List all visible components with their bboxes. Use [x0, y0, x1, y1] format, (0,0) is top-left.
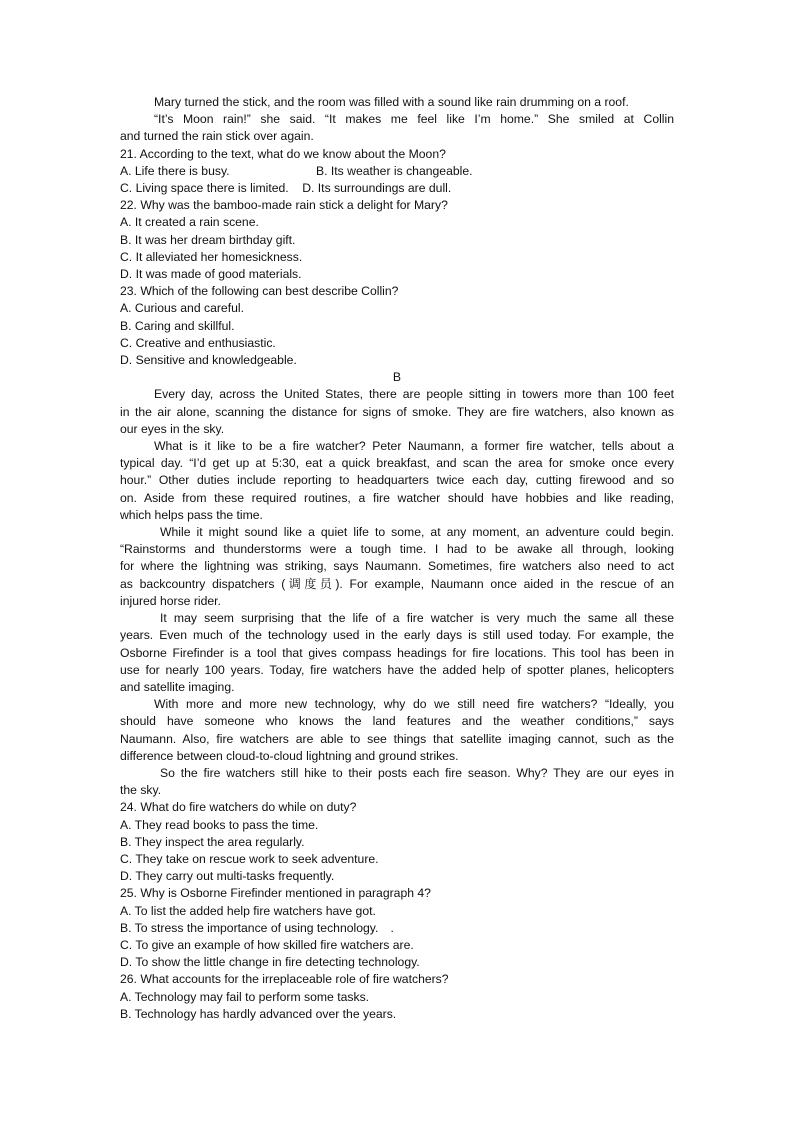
- story-line: and turned the rain stick over again.: [120, 129, 314, 144]
- paragraph-2-line: which helps pass the time.: [120, 507, 263, 522]
- option-c: C. To give an example of how skilled fire watchers are.: [120, 937, 414, 952]
- question-21-options-row2: [120, 180, 674, 197]
- paragraph-4-line: years. Even much of the technology used in the early days is still used today. For example, the: [120, 628, 674, 643]
- question-21-options-row1: [120, 163, 674, 180]
- option-b: B. Its weather is changeable.: [316, 163, 473, 178]
- paragraph-3-line: injured horse rider.: [120, 593, 221, 608]
- option-c: C. They take on rescue work to seek adventure.: [120, 851, 379, 866]
- option-b: B. Technology has hardly advanced over the years.: [120, 1006, 397, 1021]
- story-line: Mary turned the stick, and the room was filled with a sound like rain drumming on a roof.: [154, 95, 629, 109]
- question-25-stem: 25. Why is Osborne Firefinder mentioned in paragraph 4?: [120, 886, 431, 901]
- question-21-stem: 21. According to the text, what do we know about the Moon?: [120, 146, 446, 161]
- option-d: D. Its surroundings are dull.: [302, 181, 452, 196]
- paragraph-5-line: Naumann. Also, fire watchers are able to see things that satellite imaging cannot, such as the: [120, 731, 674, 746]
- paragraph-4-line: Osborne Firefinder is a tool that gives compass headings for fire locations. This tool has been in: [120, 645, 674, 660]
- paragraph-2-line: What is it like to be a fire watcher? Peter Naumann, a former fire watcher, tells about a: [154, 439, 674, 454]
- option-c: C. It alleviated her homesickness.: [120, 249, 303, 264]
- paragraph-3-line: While it might sound like a quiet life to some, at any moment, an adventure could begin.: [160, 525, 674, 540]
- option-c: C. Living space there is limited.: [120, 181, 289, 196]
- paragraph-4-line: and satellite imaging.: [120, 679, 235, 694]
- option-d: D. Sensitive and knowledgeable.: [120, 353, 297, 368]
- paragraph-6-line: So the fire watchers still hike to their posts each fire season. Why? They are our eyes in: [160, 765, 674, 780]
- question-23-stem: 23. Which of the following can best describe Collin?: [120, 284, 399, 299]
- option-d: D. They carry out multi-tasks frequently.: [120, 869, 335, 884]
- option-b: B. They inspect the area regularly.: [120, 834, 305, 849]
- question-22-stem: 22. Why was the bamboo-made rain stick a delight for Mary?: [120, 198, 448, 213]
- paragraph-5-line: With more and more new technology, why do we still need fire watchers? “Ideally, you: [154, 697, 674, 712]
- paragraph-2-line: hour.” Other duties include reporting to headquarters twice each day, cutting firewood and so: [120, 473, 674, 488]
- paragraph-3-line: as backcountry dispatchers (调度员). For example, Naumann once aided in the rescue of an: [120, 576, 674, 591]
- exam-page: [120, 94, 674, 1023]
- paragraph-3-line: “Rainstorms and thunderstorms were a tough time. I had to be awake all through, looking: [120, 542, 674, 557]
- option-b: B. It was her dream birthday gift.: [120, 232, 296, 247]
- option-a: A. It created a rain scene.: [120, 215, 259, 230]
- option-a: A. Technology may fail to perform some tasks.: [120, 989, 370, 1004]
- paragraph-2-line: on. Aside from these required routines, a fire watcher should have hobbies and like reading,: [120, 490, 674, 505]
- paragraph-1-line: Every day, across the United States, there are people sitting in towers more than 100 feet: [154, 387, 674, 402]
- paragraph-5-line: difference between cloud-to-cloud lightning and ground strikes.: [120, 748, 459, 763]
- story-line: “It’s Moon rain!” she said. “It makes me feel like I’m home.” She smiled at Collin: [154, 112, 674, 127]
- paragraph-2-line: typical day. “I’d get up at 5:30, eat a quick breakfast, and scan the area for smoke once every: [120, 456, 674, 471]
- option-d: D. To show the little change in fire detecting technology.: [120, 955, 420, 970]
- paragraph-1-line: in the air alone, scanning the distance for signs of smoke. They are fire watchers, also known as: [120, 404, 674, 419]
- option-a: A. Life there is busy.: [120, 163, 230, 178]
- option-a: A. Curious and careful.: [120, 301, 244, 316]
- paragraph-5-line: should have someone who knows the land features and the weather conditions,” says: [120, 714, 674, 729]
- option-a: A. They read books to pass the time.: [120, 817, 319, 832]
- option-b: B. To stress the importance of using technology. .: [120, 920, 394, 935]
- paragraph-3-line: for where the lightning was striking, says Naumann. Sometimes, fire watchers also need to act: [120, 559, 674, 574]
- option-b: B. Caring and skillful.: [120, 318, 235, 333]
- option-c: C. Creative and enthusiastic.: [120, 335, 276, 350]
- section-heading: B: [392, 370, 402, 385]
- question-26-stem: 26. What accounts for the irreplaceable role of fire watchers?: [120, 972, 449, 987]
- paragraph-4-line: use for nearly 100 years. Today, fire watchers have the added help of spotter planes, helicopters: [120, 662, 674, 677]
- paragraph-6-line: the sky.: [120, 783, 162, 798]
- option-a: A. To list the added help fire watchers have got.: [120, 903, 376, 918]
- question-24-stem: 24. What do fire watchers do while on duty?: [120, 800, 357, 815]
- option-d: D. It was made of good materials.: [120, 267, 302, 282]
- paragraph-4-line: It may seem surprising that the life of a fire watcher is very much the same all these: [160, 611, 674, 626]
- paragraph-1-line: our eyes in the sky.: [120, 421, 225, 436]
